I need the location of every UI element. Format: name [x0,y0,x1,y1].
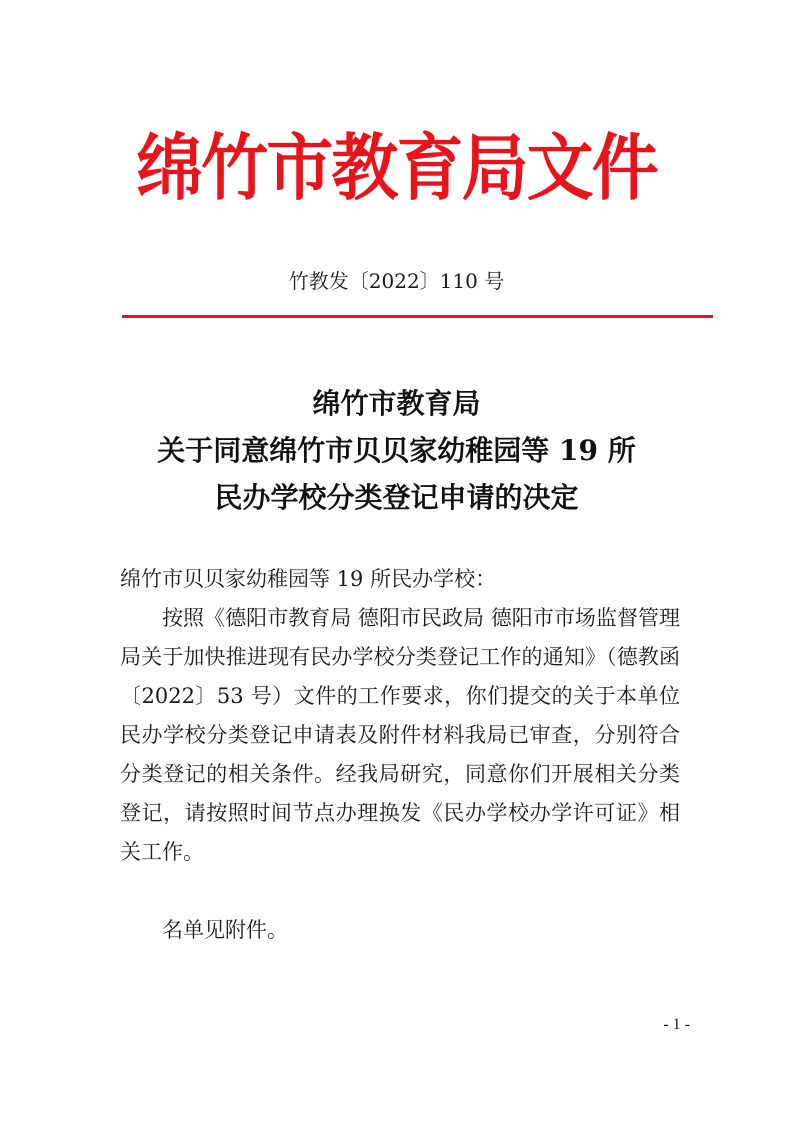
masthead-title: 绵竹市教育局文件 [136,126,657,210]
document-number: 竹教发〔2022〕110 号 [288,269,505,293]
title-line-1: 绵竹市教育局 [312,387,481,420]
title-line-2: 关于同意绵竹市贝贝家幼稚园等 19 所 [157,434,636,467]
attachment-note: 名单见附件。 [162,918,288,942]
document-title [0,380,793,521]
document-body [120,560,680,950]
red-divider-line [122,315,713,318]
salutation: 绵竹市贝贝家幼稚园等 19 所民办学校： [120,567,497,591]
page-number: - 1 - [663,1016,690,1033]
title-line-3: 民办学校分类登记申请的决定 [214,481,579,514]
body-paragraph: 按照《德阳市教育局 德阳市民政局 德阳市市场监督管理局关于加快推进现有民办学校分类登记工作的通知》（德教函〔2022〕53 号）文件的工作要求，你们提交的关于本单位民办学校分类登记申请表及附件材料我局已审查，分别符合分类登记的相关条件。经我局研究，同意你们开展相关分类登记，请按照时间节点办理换发《民办学校办学许可证》相关工作。 [120,606,680,864]
